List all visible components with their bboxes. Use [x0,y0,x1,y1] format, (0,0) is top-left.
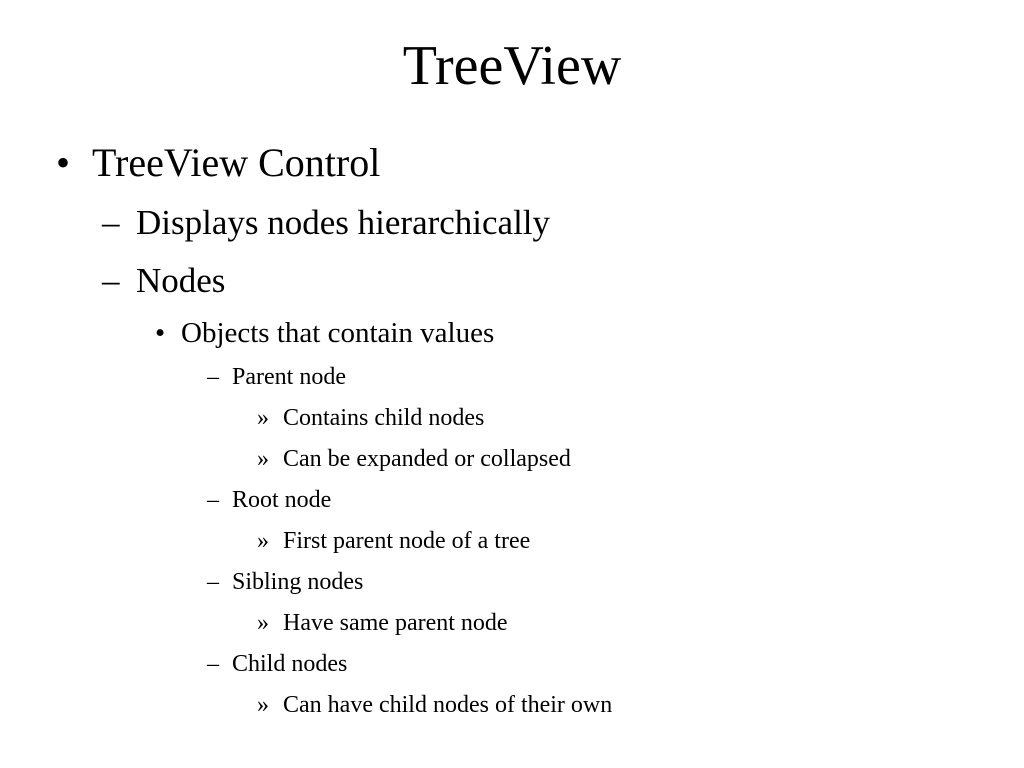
bullet-objects-values [155,316,855,350]
bullet-marker: • [56,140,71,185]
raquo-marker: » [257,446,269,472]
bullet-text: Child nodes [232,651,348,677]
bullet-text: TreeView Control [92,140,381,185]
slide-title: TreeView [402,35,622,97]
bullet-own-children [257,691,857,719]
bullet-text: Displays nodes hierarchically [136,203,551,242]
bullet-text: Can have child nodes of their own [283,692,613,718]
raquo-marker: » [257,405,269,431]
bullet-contains-child [257,404,857,432]
bullet-nodes [102,261,802,301]
dash-marker: – [102,203,120,242]
dash-marker: – [207,364,219,390]
raquo-marker: » [257,610,269,636]
bullet-expand-collapse [257,445,857,473]
bullet-text: Objects that contain values [181,317,495,349]
bullet-text: Can be expanded or collapsed [283,446,571,472]
dash-marker: – [207,569,219,595]
bullet-text: Have same parent node [283,610,508,636]
bullet-root-node [207,486,807,514]
bullet-text: First parent node of a tree [283,528,531,554]
bullet-text: Root node [232,487,332,513]
bullet-marker: • [155,317,166,349]
bullet-first-parent [257,527,857,555]
bullet-parent-node [207,363,807,391]
bullet-treeview-control [56,140,756,186]
bullet-text: Parent node [232,364,346,390]
bullet-child-nodes [207,650,807,678]
bullet-text: Sibling nodes [232,569,364,595]
raquo-marker: » [257,692,269,718]
bullet-same-parent [257,609,857,637]
dash-marker: – [207,487,219,513]
bullet-sibling-nodes [207,568,807,596]
bullet-text: Contains child nodes [283,405,485,431]
raquo-marker: » [257,528,269,554]
bullet-displays-nodes [102,203,802,243]
dash-marker: – [207,651,219,677]
bullet-text: Nodes [136,261,226,300]
dash-marker: – [102,261,120,300]
